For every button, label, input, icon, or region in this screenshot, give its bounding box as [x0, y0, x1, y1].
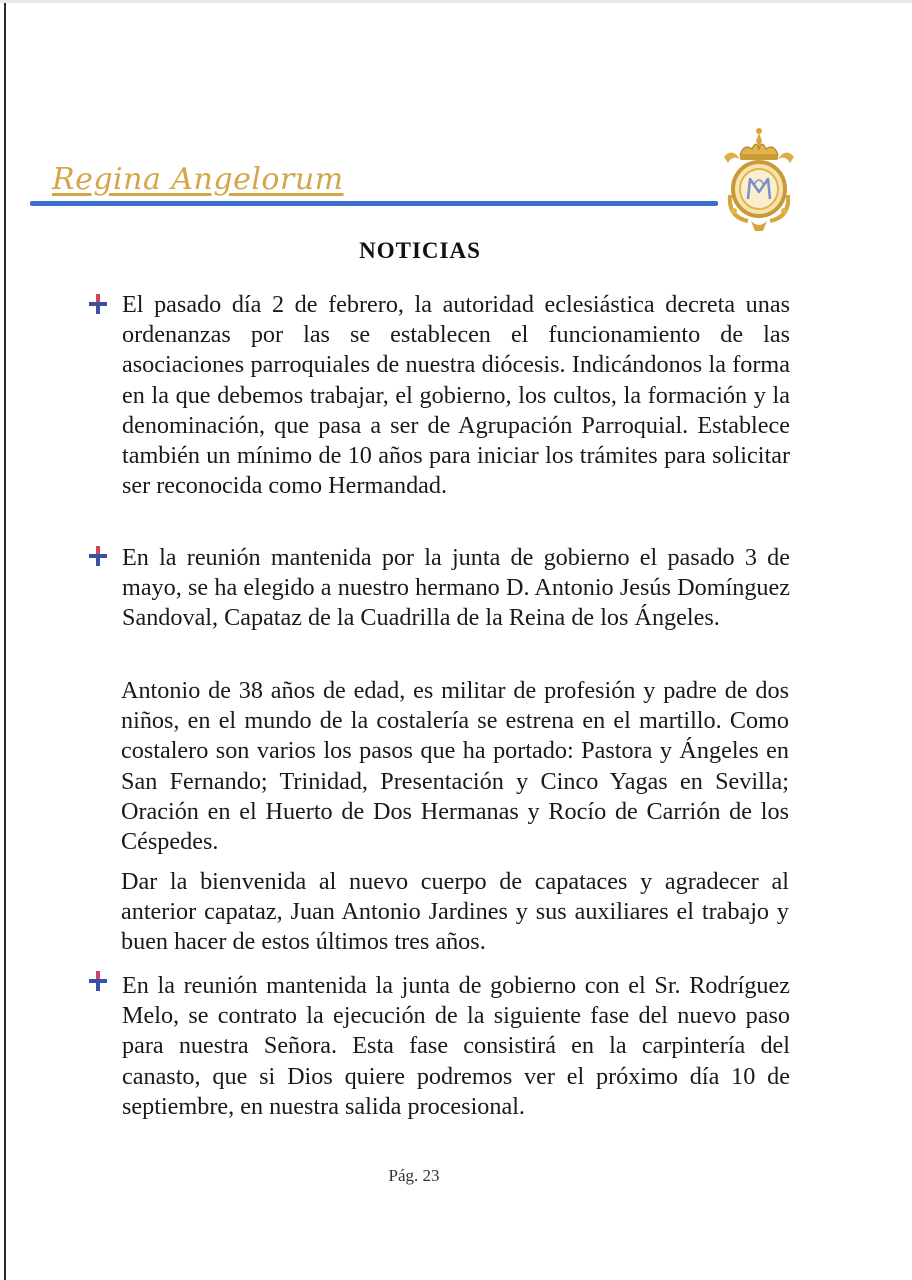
- news-item-text: En la reunión mantenida por la junta de gobierno el pasado 3 de mayo, se ha elegido a nuestro hermano D. Antonio Jesús Domínguez Sandoval, Capataz de la Cuadrilla de la Reina de los Ángeles.: [122, 544, 790, 632]
- header-rule: [30, 201, 718, 206]
- page-number: Pág. 23: [388, 1166, 440, 1185]
- page-heading: NOTICIAS: [359, 238, 481, 263]
- cross-bullet-icon: [88, 970, 108, 992]
- news-item-text: El pasado día 2 de febrero, la autoridad eclesiástica decreta unas ordenanzas por las se establecen el funcionamiento de las asociaciones parroquiales de nuestra diócesis. Indicándonos la forma en la que debemos trabajar, el gobierno, los cultos, la formación y la denominación, que pasa a ser de Agrupación Parroquial. Establece también un mínimo de 10 años para iniciar los trámites para solicitar ser reconocida como Hermandad.: [122, 291, 790, 500]
- header-title: Regina Angelorum: [52, 162, 344, 197]
- news-item: [122, 543, 790, 634]
- news-item: [122, 290, 790, 501]
- news-paragraph: [121, 676, 789, 857]
- news-item-text: En la reunión mantenida la junta de gobierno con el Sr. Rodríguez Melo, se contrato la ejecución de la siguiente fase del nuevo paso para nuestra Señora. Esta fase consistirá en la carpintería del canasto, que si Dios quiere podremos ver el próximo día 10 de septiembre, en nuestra salida procesional.: [122, 972, 790, 1120]
- cross-bullet-icon: [88, 293, 108, 315]
- marian-crown-emblem-icon: [718, 125, 800, 235]
- news-paragraph-text: Dar la bienvenida al nuevo cuerpo de capataces y agradecer al anterior capataz, Juan Antonio Jardines y sus auxiliares el trabajo y buen hacer de estos últimos tres años.: [121, 868, 789, 956]
- news-paragraph: [121, 867, 789, 958]
- news-item: [122, 971, 790, 1122]
- cross-bullet-icon: [88, 545, 108, 567]
- scan-edge: [4, 0, 6, 1280]
- scan-edge-top: [0, 0, 912, 3]
- news-paragraph-text: Antonio de 38 años de edad, es militar de profesión y padre de dos niños, en el mundo de la costalería se estrena en el martillo. Como costalero son varios los pasos que ha portado: Pastora y Ángeles en San Fernando; Trinidad, Presentación y Cinco Yagas en Sevilla; Oración en el Huerto de Dos Hermanas y Rocío de Carrión de los Céspedes.: [121, 677, 789, 856]
